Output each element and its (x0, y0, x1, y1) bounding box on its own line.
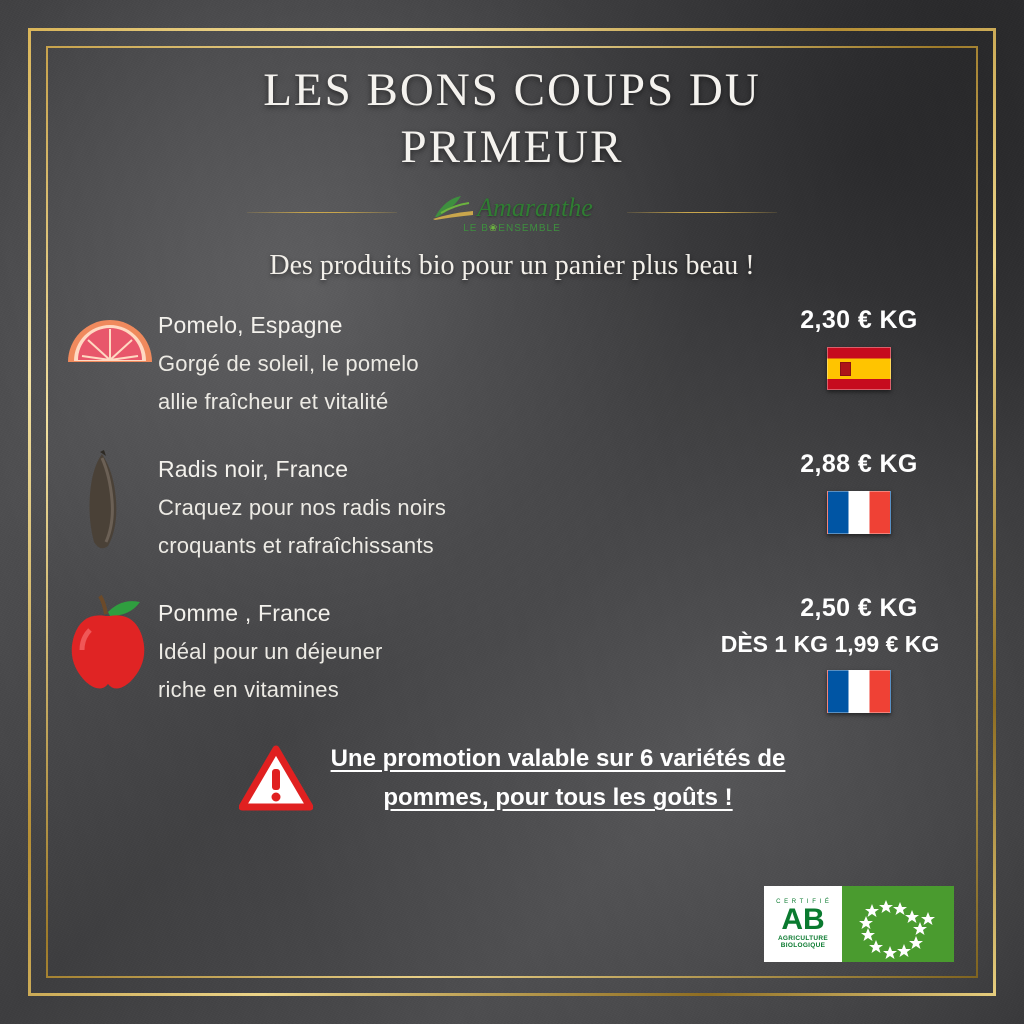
logo-row (60, 191, 964, 234)
eu-organic-leaf-icon (842, 886, 954, 962)
ab-line-1: AGRICULTURE (777, 935, 829, 942)
logo-mark (431, 191, 593, 221)
ab-certified-label: C E R T I F I É (776, 899, 830, 905)
product-price: 2,50 € KG (800, 593, 918, 622)
product-price: 2,30 € KG (800, 305, 918, 334)
black-radish-icon (60, 448, 158, 552)
product-name: Pomelo, Espagne (158, 311, 343, 338)
logo-name: Amaranthe (477, 192, 593, 222)
product-price-column (754, 304, 964, 390)
promo-line-1: Une promotion valable sur 6 variétés de (330, 744, 786, 772)
divider-left (247, 212, 397, 213)
product-price-column (720, 592, 964, 713)
list-item (60, 592, 964, 713)
divider-right (627, 212, 777, 213)
apple-icon (60, 592, 158, 696)
product-line-1: Craquez pour nos radis noirs (158, 494, 447, 520)
product-line-2: riche en vitamines (158, 677, 339, 703)
list-item (60, 448, 964, 566)
logo-tagline-after: ENSEMBLE (498, 222, 561, 234)
promo-notice (60, 739, 964, 818)
field-leaf-icon (431, 191, 475, 221)
product-bulk-price: DÈS 1 KG 1,99 € KG (720, 630, 940, 657)
france-flag-icon (827, 670, 891, 713)
list-item (60, 304, 964, 422)
logo-tagline (463, 223, 561, 234)
product-description (158, 592, 754, 710)
product-description (158, 304, 754, 422)
ab-line-2: BIOLOGIQUE (780, 942, 826, 949)
certification-badges (764, 886, 954, 962)
promo-line-2: pommes, pour tous les goûts ! (383, 784, 733, 812)
product-line-2: allie fraîcheur et vitalité (158, 389, 389, 415)
product-price: 2,88 € KG (800, 449, 918, 478)
logo-leaf-dot-icon: ❀ (488, 222, 499, 234)
product-name: Radis noir, France (158, 455, 349, 482)
product-description (158, 448, 754, 566)
title-line-2: PRIMEUR (400, 121, 624, 174)
poster-content (60, 56, 964, 968)
warning-triangle-icon (239, 745, 313, 811)
promo-text (331, 739, 786, 818)
title-line-1: LES BONS COUPS DU (263, 64, 761, 116)
product-line-1: Idéal pour un déjeuner (158, 638, 383, 664)
product-price-column (754, 448, 964, 534)
product-name: Pomme , France (158, 599, 331, 626)
product-list (60, 304, 964, 713)
ab-certified-icon (764, 886, 842, 962)
ab-initials: AB (781, 903, 825, 936)
page-title (60, 62, 964, 177)
product-line-1: Gorgé de soleil, le pomelo (158, 350, 419, 376)
brand-logo (407, 191, 617, 234)
grapefruit-icon (60, 304, 158, 408)
france-flag-icon (827, 491, 891, 534)
logo-tagline-before: LE B (463, 222, 489, 234)
product-line-2: croquants et rafraîchissants (158, 533, 434, 559)
spain-flag-icon (827, 347, 891, 390)
subtitle: Des produits bio pour un panier plus beau ! (269, 249, 755, 281)
